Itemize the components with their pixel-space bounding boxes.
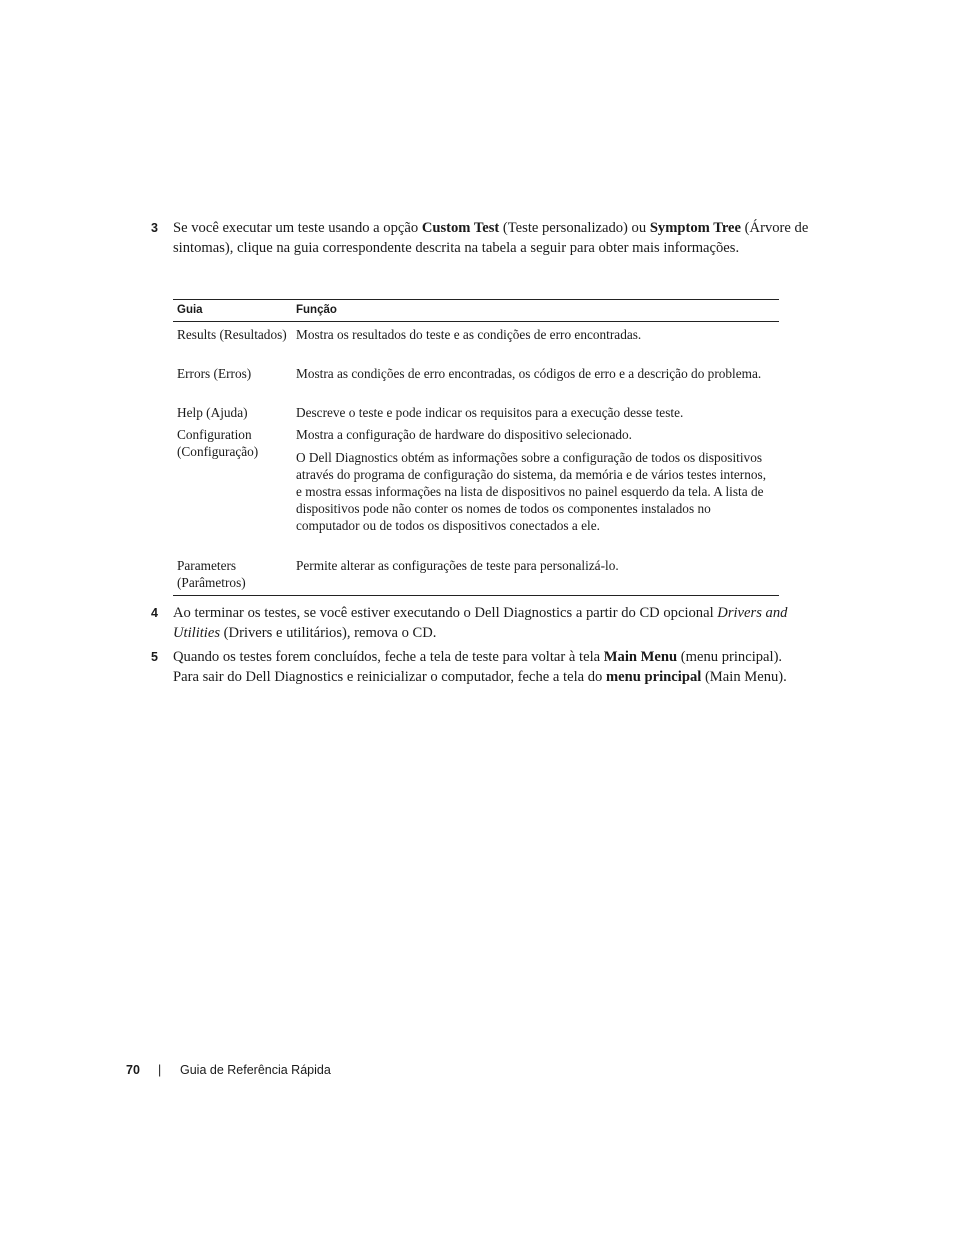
footer-separator: |: [158, 1063, 162, 1077]
text-segment: (Drivers e utilitários), remova o CD.: [220, 624, 437, 641]
tab-description: [296, 326, 779, 361]
text-segment: Quando os testes forem concluídos, feche a tela de teste para voltar à tela: [173, 649, 604, 665]
page-number: 70: [126, 1063, 140, 1077]
table-row: [173, 557, 779, 595]
description-paragraph: Mostra os resultados do teste e as condições de erro encontradas.: [296, 327, 642, 342]
document-title: Guia de Referência Rápida: [180, 1063, 331, 1077]
step-number: 3: [151, 221, 158, 235]
table-row: [173, 326, 779, 361]
step-text: [173, 648, 811, 687]
step-5: [151, 648, 811, 687]
text-segment: (Teste personalizado) ou: [499, 220, 650, 236]
text-segment: Symptom Tree: [649, 220, 742, 236]
text-segment: Ao terminar os testes, se você estiver executando o Dell Diagnostics a partir do CD opcional: [173, 605, 718, 621]
tab-name: Configuration (Configuração): [177, 427, 259, 459]
description-paragraph: O Dell Diagnostics obtém as informações sobre a configuração de todos os dispositivos através do programa de configuração do sistema, da memória e de vários testes internos, e mostra essas informações na lista de dispositivos no painel esquerdo da tela. A lista de dispositivos pode não conter os nomes de todos os componentes instalados no computador ou de todos os dispositivos conectados a ele.: [296, 450, 767, 533]
description-paragraph: Mostra as condições de erro encontradas, os códigos de erro e a descrição do problema.: [296, 366, 762, 381]
header-function: Função: [296, 304, 337, 316]
text-segment: Drivers and Utilities: [173, 605, 788, 641]
description-paragraph: Mostra a configuração de hardware do dispositivo selecionado.: [296, 427, 633, 442]
text-segment: (Árvore de sintomas), clique na guia correspondente descrita na tabela a seguir para obter mais informações.: [173, 220, 809, 256]
tab-description: [296, 426, 779, 553]
step-4: [151, 604, 811, 643]
text-segment: (menu principal). Para sair do Dell Diagnostics e reinicializar o computador, feche a tela do: [173, 649, 783, 685]
table-row: [173, 365, 779, 400]
text-segment: Custom Test: [421, 220, 500, 236]
tab-name: Help (Ajuda): [177, 405, 248, 420]
tab-name: Results (Resultados): [177, 327, 287, 342]
text-segment: menu principal: [606, 668, 702, 685]
step-number: 4: [151, 606, 158, 620]
table-row: [173, 426, 779, 553]
text-segment: Main Menu: [603, 649, 678, 665]
table-header: [173, 300, 779, 322]
step-number: 5: [151, 650, 158, 664]
text-segment: Se você executar um teste usando a opção: [173, 220, 422, 236]
description-paragraph: Permite alterar as configurações de teste para personalizá-lo.: [296, 558, 619, 573]
description-paragraph: Descreve o teste e pode indicar os requisitos para a execução desse teste.: [296, 405, 684, 420]
header-tab: Guia: [177, 304, 203, 316]
table-row: [173, 404, 779, 422]
step-text: [173, 219, 811, 258]
tab-name: Parameters (Parâmetros): [177, 558, 246, 590]
step-text: [173, 604, 811, 643]
tab-function-table: [173, 299, 779, 596]
tab-name: Errors (Erros): [177, 366, 252, 381]
step-3: [151, 219, 811, 258]
text-segment: (Main Menu).: [701, 668, 787, 685]
tab-description: [296, 404, 779, 422]
tab-description: [296, 365, 779, 400]
tab-description: [296, 557, 779, 595]
